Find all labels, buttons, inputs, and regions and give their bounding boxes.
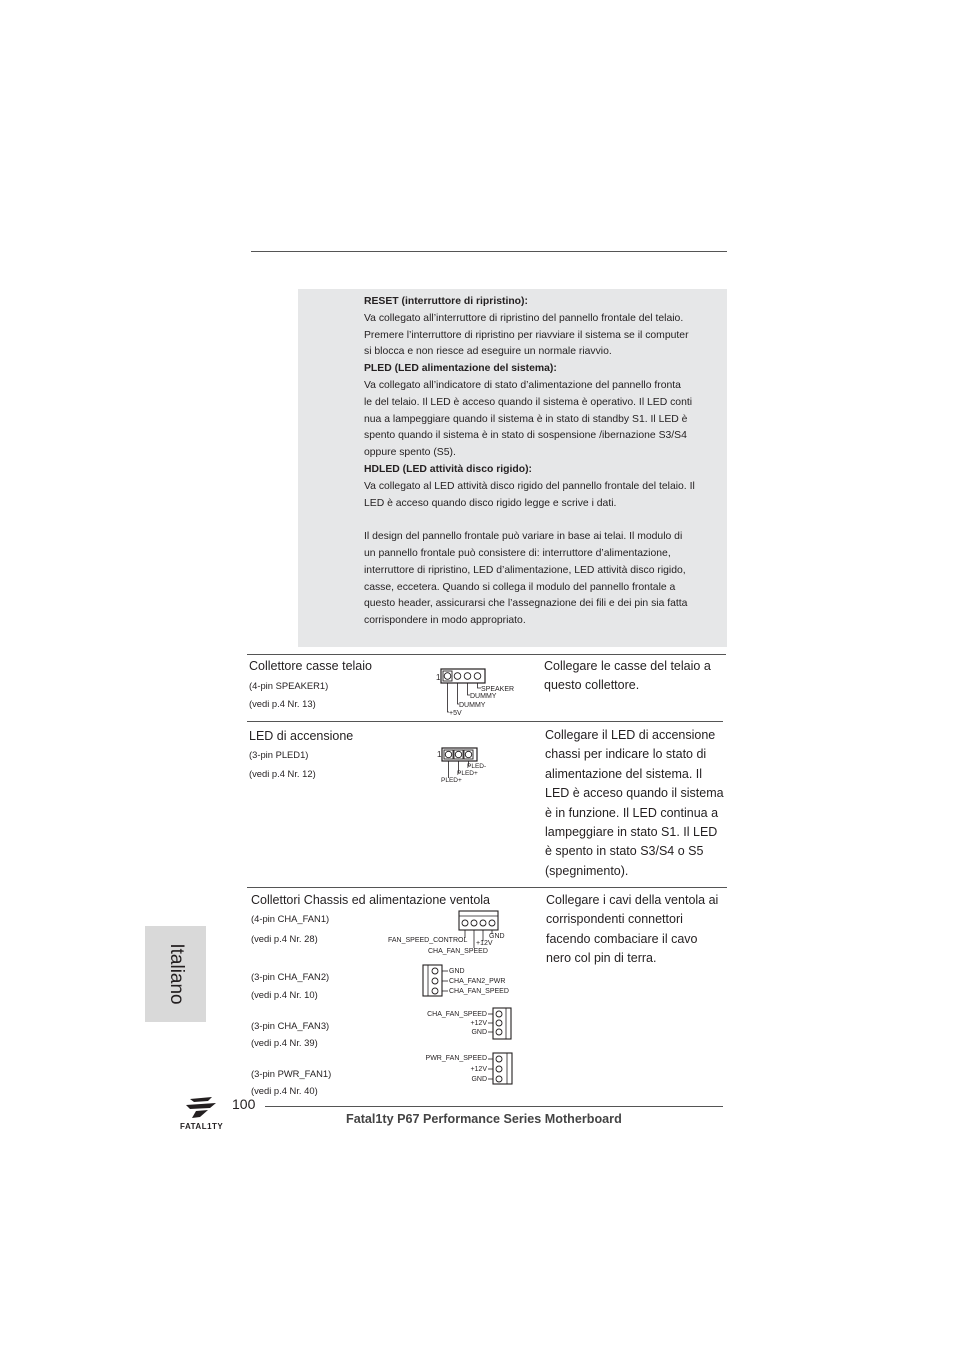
page-number: 100 — [232, 1096, 256, 1112]
fans-desc: Collegare i cavi della ventola ai corrispondenti connettori facendo combaciare il cavo nero col pin di terra. — [546, 893, 719, 966]
pled-line: Va collegato all’indicatore di stato d’alimentazione del pannello fronta — [364, 379, 681, 391]
speaker-header-diagram — [435, 666, 525, 716]
fan-pin-label: GND — [449, 968, 465, 975]
cha-fan3-ref: (vedi p.4 Nr. 39) — [251, 1037, 318, 1048]
divider-fans — [247, 887, 727, 888]
fan-pin-label: CHA_FAN_SPEED — [428, 948, 488, 955]
fan-pin-label: FAN_SPEED_CONTROL — [388, 937, 468, 944]
pled-header-diagram — [436, 745, 496, 785]
fan-pin-label: CHA_FAN_SPEED — [427, 1011, 487, 1018]
pled-line: spento quando il sistema è in stato di sospensione /ibernazione S3/S4 — [364, 430, 687, 442]
cha-fan1-ref: (vedi p.4 Nr. 28) — [251, 933, 318, 944]
pwr-fan1-diagram — [422, 1050, 516, 1086]
pled-pin-label: PLED+ — [441, 777, 462, 784]
pled-pin-label: PLED+ — [457, 770, 478, 777]
pled-title-label: LED di accensione — [249, 729, 354, 743]
divider-speaker — [247, 654, 726, 655]
top-rule — [251, 251, 727, 252]
fan-pin-label: GND — [471, 1029, 487, 1036]
cha-fan1-diagram — [386, 908, 516, 958]
fan-pin-label: CHA_FAN2_PWR — [449, 978, 506, 985]
design-line: un pannello frontale può consistere di: interruttore d’alimentazione, — [364, 547, 671, 559]
pwr-fan1-pin: (3-pin PWR_FAN1) — [251, 1068, 332, 1079]
hdled-line: Va collegato al LED attività disco rigido del pannello frontale del telaio. Il — [364, 480, 695, 492]
design-line: casse, eccetera. Quando si collega il modulo del pannello frontale a — [364, 581, 676, 593]
fan-pin-label: PWR_FAN_SPEED — [425, 1055, 487, 1062]
fan-pin-label: GND — [471, 1076, 487, 1083]
fan-pin-label: CHA_FAN_SPEED — [449, 988, 509, 995]
cha-fan1-pin: (4-pin CHA_FAN1) — [251, 913, 330, 924]
cha-fan2-pin: (3-pin CHA_FAN2) — [251, 971, 330, 982]
fatal1ty-logo-icon — [178, 1095, 230, 1133]
logo-text: FATAL1TY — [180, 1122, 224, 1131]
cha-fan3-pin: (3-pin CHA_FAN3) — [251, 1020, 330, 1031]
speaker-pin-label: SPEAKER — [481, 686, 515, 693]
speaker-pin-label: DUMMY — [470, 693, 497, 700]
design-line: Il design del pannello frontale può variare in base ai telai. Il modulo di — [364, 531, 683, 543]
design-line: corrispondere in modo appropriato. — [364, 615, 526, 627]
speaker-desc: Collegare le casse del telaio a questo collettore. — [544, 659, 711, 693]
fan-pin-label: +12V — [470, 1020, 487, 1027]
cha-fan2-diagram — [420, 962, 520, 1000]
speaker-ref: (vedi p.4 Nr. 13) — [249, 698, 316, 709]
divider-pled — [247, 721, 723, 722]
reset-line: Va collegato all’interruttore di ripristino del pannello frontale del telaio. — [364, 312, 684, 324]
pin1-label: 1 — [437, 750, 442, 759]
fans-title: Collettori Chassis ed alimentazione ventola — [251, 893, 491, 907]
pled-desc: Collegare il LED di accensione chassi per indicare lo stato di alimentazione del sistema. Il LED è acceso quando il sistema è in funzione. Il LED continua a lampeggiare in stato S1. Il LED è spento in stato S3/S4 o S5 (spegnimento). — [545, 728, 724, 878]
language-tab-label: Italiano — [165, 943, 187, 1005]
footer-rule — [265, 1106, 723, 1107]
pled-line: le del telaio. Il LED è acceso quando il sistema è operativo. Il LED conti — [364, 396, 693, 408]
pin1-label: 1 — [436, 673, 441, 682]
fan-pin-label: +12V — [476, 940, 493, 947]
pled-title: PLED (LED alimentazione del sistema): — [364, 363, 557, 375]
design-line: questo header, assicurarsi che l’assegnazione dei fili e dei pin sia fatta — [364, 598, 688, 610]
cha-fan3-diagram — [424, 1006, 516, 1042]
speaker-pin-label: DUMMY — [459, 702, 486, 709]
hdled-title: HDLED (LED attività disco rigido): — [364, 463, 532, 475]
pled-line: oppure spento (S5). — [364, 447, 456, 459]
reset-title: RESET (interruttore di ripristino): — [364, 296, 528, 307]
note-text — [364, 294, 726, 630]
fan-pin-label: +12V — [470, 1066, 487, 1073]
pled-ref: (vedi p.4 Nr. 12) — [249, 768, 316, 779]
speaker-title: Collettore casse telaio — [249, 659, 372, 673]
pled-pin: (3-pin PLED1) — [249, 749, 309, 760]
reset-line: Premere l’interruttore di ripristino per riavviare il sistema se il computer — [364, 329, 689, 341]
hdled-line: LED è acceso quando disco rigido legge e scrive i dati. — [364, 497, 617, 509]
footer-title: Fatal1ty P67 Performance Series Motherboard — [346, 1112, 622, 1126]
pled-pin-label: PLED- — [467, 763, 487, 770]
reset-line: si blocca e non riesce ad eseguire un normale riavvio. — [364, 346, 612, 358]
design-line: interruttore di ripristino, LED d’alimentazione, LED attività disco rigido, — [364, 564, 686, 576]
fan-pin-label: GND — [489, 933, 505, 940]
speaker-pin-label: +5V — [449, 710, 462, 716]
cha-fan2-ref: (vedi p.4 Nr. 10) — [251, 989, 318, 1000]
speaker-pin: (4-pin SPEAKER1) — [249, 680, 329, 691]
pwr-fan1-ref: (vedi p.4 Nr. 40) — [251, 1085, 318, 1096]
language-tab — [145, 926, 206, 1022]
pled-line: nua a lampeggiare quando il sistema è in stato di standby S1. Il LED è — [364, 413, 688, 425]
